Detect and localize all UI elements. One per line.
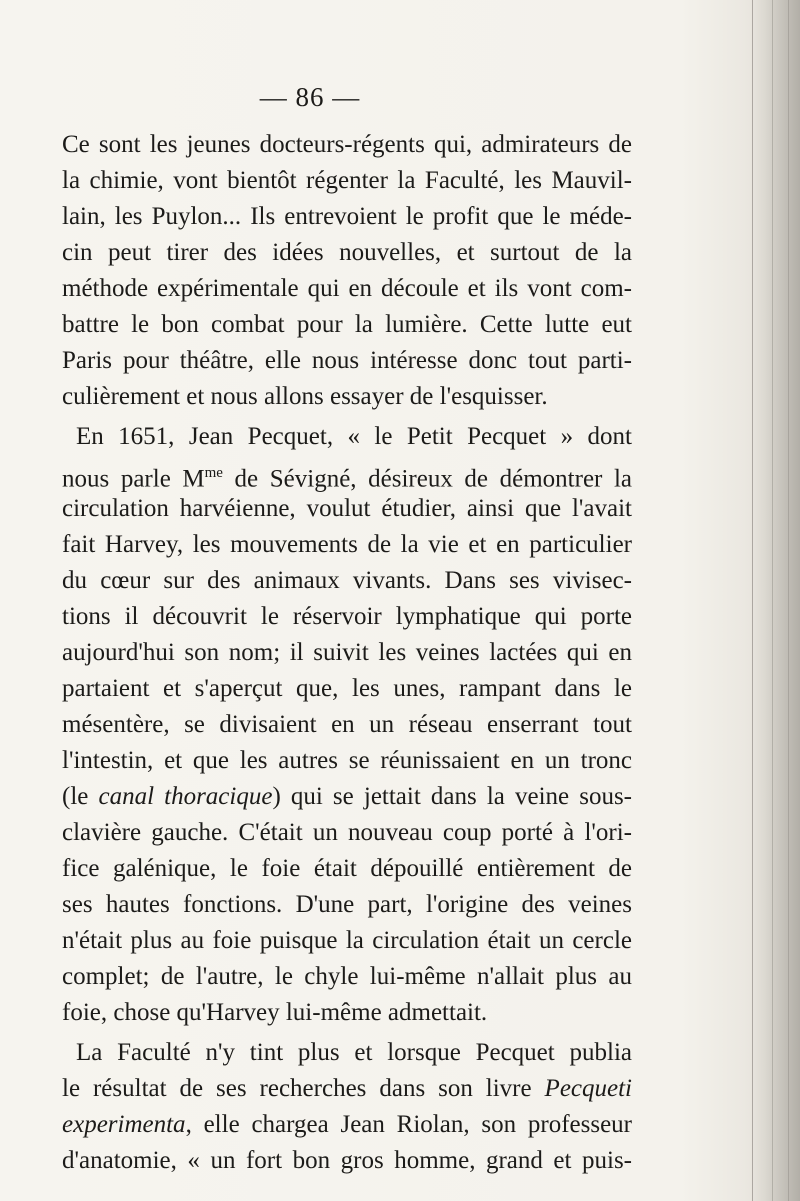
text-line: la chimie, vont bientôt régenter la Faculté, les Mauvil-	[62, 167, 632, 194]
text-line: méthode expérimentale qui en découle et ils vont com-	[62, 275, 632, 302]
text-line: complet; de l'autre, le chyle lui-même n'allait plus au	[62, 963, 632, 990]
page-edge-line	[788, 0, 789, 1201]
text-line: fait Harvey, les mouvements de la vie et en particulier	[62, 531, 632, 558]
text-line: La Faculté n'y tint plus et lorsque Pecquet publia	[76, 1039, 632, 1066]
text-line: du cœur sur des animaux vivants. Dans ses vivisec-	[62, 567, 632, 594]
text-line: n'était plus au foie puisque la circulation était un cercle	[62, 927, 632, 954]
text-line: culièrement et nous allons essayer de l'esquisser.	[62, 383, 548, 410]
text-line: circulation harvéienne, voulut étudier, ainsi que l'avait	[62, 495, 632, 522]
text-line: mésentère, se divisaient en un réseau enserrant tout	[62, 711, 632, 738]
page-number: — 86 —	[259, 82, 361, 112]
text-line: battre le bon combat pour la lumière. Cette lutte eut	[62, 311, 632, 338]
text-line: Ce sont les jeunes docteurs-régents qui, admirateurs de	[62, 131, 632, 158]
page-edge-line	[772, 0, 773, 1201]
text-line: fice galénique, le foie était dépouillé entièrement de	[62, 855, 632, 882]
page-edge-line	[752, 0, 753, 1201]
text-line: l'intestin, et que les autres se réunissaient en un tronc	[62, 747, 632, 774]
text-line: aujourd'hui son nom; il suivit les veines lactées qui en	[62, 639, 632, 666]
text-line: ses hautes fonctions. D'une part, l'origine des veines	[62, 891, 632, 918]
page-edge-shadow	[750, 0, 800, 1201]
text-line: Paris pour théâtre, elle nous intéresse donc tout parti-	[62, 347, 632, 374]
text-line: tions il découvrit le réservoir lymphatique qui porte	[62, 603, 632, 630]
text-line: (le canal thoracique) qui se jettait dans la veine sous-	[62, 783, 633, 810]
text-line: nous parle $M^{me}$ de Sévigné, désireux de démontrer la	[62, 465, 633, 493]
text-line: d'anatomie, « un fort bon gros homme, grand et puis-	[62, 1147, 632, 1174]
text-line: cin peut tirer des idées nouvelles, et surtout de la	[62, 239, 632, 266]
text-line: lain, les Puylon... Ils entrevoient le profit que le méde-	[62, 203, 632, 230]
text-line: le résultat de ses recherches dans son livre Pecqueti	[62, 1075, 632, 1102]
text-line: experimenta, elle chargea Jean Riolan, son professeur	[62, 1111, 632, 1138]
text-line: partaient et s'aperçut que, les unes, rampant dans le	[62, 675, 632, 702]
text-line: En 1651, Jean Pecquet, « le Petit Pecquet » dont	[76, 423, 632, 450]
text-line: clavière gauche. C'était un nouveau coup porté à l'ori-	[62, 819, 632, 846]
text-line: foie, chose qu'Harvey lui-même admettait.	[62, 999, 488, 1026]
body-text	[62, 127, 632, 1179]
